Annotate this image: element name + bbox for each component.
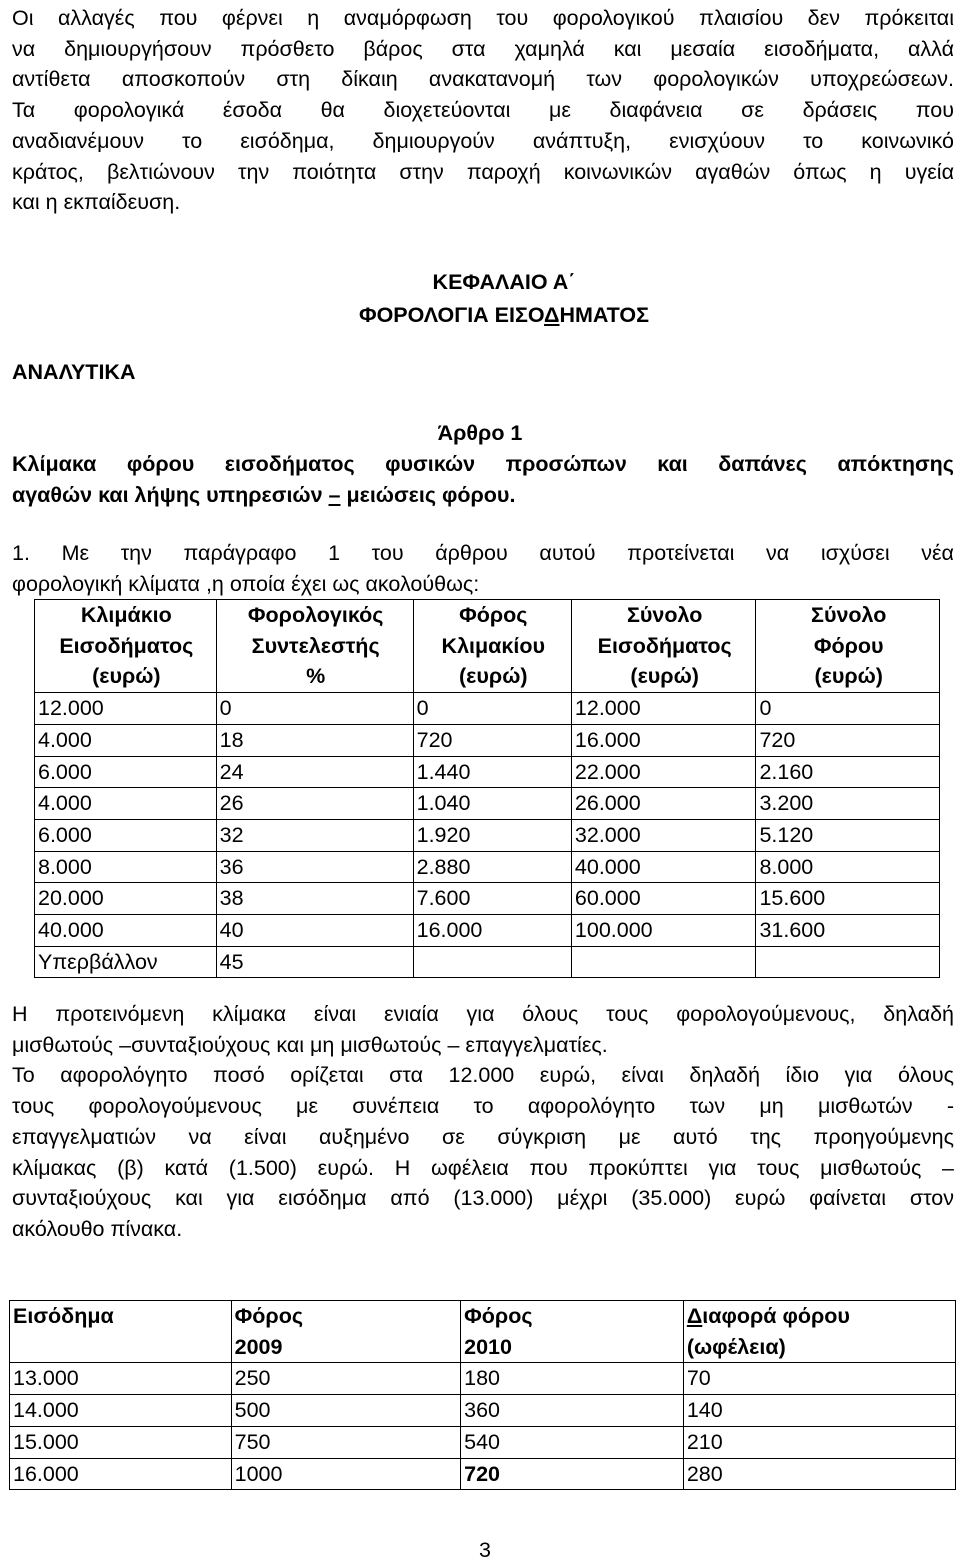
table-header-cell (756, 600, 940, 693)
table-header-cell (10, 1301, 232, 1363)
header-line: Φόρος (464, 1304, 533, 1328)
header-line: % (306, 664, 326, 689)
table-cell (756, 946, 940, 978)
table-cell: 180 (461, 1363, 684, 1395)
table-cell: 720 (413, 724, 571, 756)
table-cell: 500 (231, 1395, 461, 1427)
table-cell: 12.000 (35, 693, 217, 725)
header-line: Σύνολο (627, 603, 703, 627)
table-cell: 540 (461, 1426, 684, 1458)
table-header-cell (683, 1301, 955, 1363)
intro-line: Οι αλλαγές που φέρνει η αναμόρφωση του φορολογικού πλαισίου δεν πρόκειται (12, 6, 954, 30)
table-row (35, 915, 940, 947)
table-cell: 32 (216, 819, 413, 851)
paragraph-line: φορολογική κλίματα ,η οποία έχει ως ακολούθως: (12, 571, 480, 596)
table-cell: 8.000 (756, 851, 940, 883)
intro-line: να δημιουργήσουν πρόσθετο βάρος στα χαμηλά και μεσαία εισοδήματα, αλλά (12, 36, 954, 61)
table-header-row (10, 1301, 956, 1363)
page-number: 3 (479, 1538, 491, 1562)
table-cell: 720 (756, 724, 940, 756)
intro-line: και η εκπαίδευση. (12, 190, 181, 215)
table-cell: 40 (216, 915, 413, 947)
paragraph-2 (12, 999, 954, 1245)
paragraph-line: συνταξιούχους και για εισόδημα από (13.000) μέχρι (35.000) ευρώ φαίνεται στον (12, 1186, 954, 1211)
table-cell: 210 (683, 1426, 955, 1458)
table-row (35, 788, 940, 820)
table-cell: 40.000 (35, 915, 217, 947)
header-underlined-letter: Δ (686, 1304, 703, 1328)
table-row (35, 883, 940, 915)
table-cell: 45 (216, 946, 413, 978)
chapter-number: ΚΕΦΑΛΑΙΟ Α΄ (432, 270, 576, 294)
article-title (12, 449, 954, 510)
table-cell: 16.000 (571, 724, 756, 756)
paragraph-line: 1. Με την παράγραφο 1 του άρθρου αυτού προτείνεται να ισχύσει νέα (12, 541, 954, 565)
chapter-title (0, 299, 960, 332)
table-row (35, 693, 940, 725)
table-cell: 0 (216, 693, 413, 725)
table-cell: 6.000 (35, 819, 217, 851)
header-line: (ευρώ) (459, 664, 528, 689)
paragraph-line: κλίμακας (β) κατά (1.500) ευρώ. Η ωφέλεια που προκύπτει για τους μισθωτούς – (12, 1155, 954, 1180)
header-line: (ευρώ) (630, 664, 699, 689)
table-row (10, 1458, 956, 1490)
table-cell: 100.000 (571, 915, 756, 947)
article-title-line (12, 480, 954, 511)
header-line: Κλιμακίου (441, 633, 545, 658)
table-cell: 360 (461, 1395, 684, 1427)
header-line: Συντελεστής (251, 633, 380, 658)
table-cell: 750 (231, 1426, 461, 1458)
tax-comparison-table (9, 1300, 956, 1490)
table-cell: Υπερβάλλον (35, 946, 217, 978)
paragraph-line: μισθωτούς –συνταξιούχους και μη μισθωτούς – επαγγελματίες. (12, 1032, 608, 1057)
header-line: (ευρώ) (92, 664, 161, 689)
paragraph-line: επαγγελματιών να είναι αυξημένο σε σύγκριση με αυτό της προηγούμενης (12, 1124, 954, 1149)
table-cell: 8.000 (35, 851, 217, 883)
header-line: Φόρος (234, 1304, 304, 1328)
table-cell: 0 (756, 693, 940, 725)
table-cell: 36 (216, 851, 413, 883)
table-header-row (35, 600, 940, 693)
header-line: Εισοδήματος (597, 633, 732, 658)
table-cell: 16.000 (413, 915, 571, 947)
article-number: Άρθρο 1 (437, 421, 523, 445)
table-cell: 24 (216, 756, 413, 788)
table-cell: 250 (231, 1363, 461, 1395)
table-cell: 2.160 (756, 756, 940, 788)
table-cell: 14.000 (10, 1395, 232, 1427)
header-rest: ιαφορά φόρου (702, 1304, 850, 1328)
header-line: (ωφέλεια) (686, 1334, 786, 1359)
header-line: 2009 (234, 1334, 283, 1359)
table-cell: 26 (216, 788, 413, 820)
table-cell: 40.000 (571, 851, 756, 883)
table-row (35, 724, 940, 756)
paragraph-line: Το αφορολόγητο ποσό ορίζεται στα 12.000 ευρώ, είναι δηλαδή ίδιο για όλους (12, 1063, 954, 1088)
table-row (35, 819, 940, 851)
header-line: Εισοδήματος (59, 633, 194, 658)
table-cell: 38 (216, 883, 413, 915)
table-cell: 280 (683, 1458, 955, 1490)
intro-line: κράτος, βελτιώνουν την ποιότητα στην παροχή κοινωνικών αγαθών όπως η υγεία (12, 159, 954, 184)
table-cell: 13.000 (10, 1363, 232, 1395)
table-cell: 20.000 (35, 883, 217, 915)
intro-line: αντίθετα αποσκοπούν στη δίκαιη ανακατανομή των φορολογικών υποχρεώσεων. (12, 67, 954, 92)
table-cell: 15.600 (756, 883, 940, 915)
table-cell: 1000 (231, 1458, 461, 1490)
table-cell: 32.000 (571, 819, 756, 851)
section-label: ΑΝΑΛΥΤΙΚΑ (12, 360, 136, 384)
table-row (35, 946, 940, 978)
header-line: Σύνολο (811, 603, 887, 627)
table-header-cell (35, 600, 217, 693)
table-cell: 7.600 (413, 883, 571, 915)
header-line: Φόρος (459, 603, 528, 627)
chapter-heading (0, 266, 960, 332)
table-cell: 140 (683, 1395, 955, 1427)
header-line: Φόρου (813, 633, 884, 658)
table-cell: 12.000 (571, 693, 756, 725)
table-row (10, 1395, 956, 1427)
table-cell: 1.440 (413, 756, 571, 788)
paragraph-line: τους φορολογούμενους με συνέπεια το αφορολόγητο των μη μισθωτών - (12, 1094, 954, 1119)
paragraph-1 (12, 538, 954, 599)
paragraph-line: Η προτεινόμενη κλίμακα είναι ενιαία για όλους τους φορολογούμενους, δηλαδή (12, 1002, 954, 1026)
table-cell: 18 (216, 724, 413, 756)
table-cell: 720 (461, 1458, 684, 1490)
intro-paragraph (12, 3, 954, 218)
table-cell: 15.000 (10, 1426, 232, 1458)
article-title-part: μειώσεις φόρου. (340, 482, 516, 507)
table-cell: 22.000 (571, 756, 756, 788)
header-line: Φορολογικός (247, 603, 384, 627)
table-row (35, 851, 940, 883)
paragraph-line: ακόλουθο πίνακα. (12, 1216, 183, 1241)
chapter-title-underlined: Δ (544, 303, 560, 327)
table-cell (413, 946, 571, 978)
tax-scale-table (34, 599, 940, 978)
table-row (10, 1363, 956, 1395)
table-cell: 4.000 (35, 788, 217, 820)
table-cell: 31.600 (756, 915, 940, 947)
header-line: Κλιμάκιο (80, 603, 172, 627)
chapter-title-part: ΗΜΑΤΟΣ (559, 303, 650, 327)
table-row (35, 756, 940, 788)
table-cell: 60.000 (571, 883, 756, 915)
table-cell: 1.040 (413, 788, 571, 820)
header-line: 2010 (464, 1334, 512, 1359)
table-cell: 6.000 (35, 756, 217, 788)
table-cell: 2.880 (413, 851, 571, 883)
table-header-cell (571, 600, 756, 693)
article-title-line: Κλίμακα φόρου εισοδήματος φυσικών προσώπων και δαπάνες απόκτησης (12, 452, 954, 476)
table-cell: 1.920 (413, 819, 571, 851)
table-cell: 0 (413, 693, 571, 725)
table-cell (571, 946, 756, 978)
intro-line: αναδιανέμουν το εισόδημα, δημιουργούν ανάπτυξη, ενισχύουν το κοινωνικό (12, 128, 954, 153)
article-title-part: αγαθών και λήψης υπηρεσιών (12, 482, 329, 507)
header-line: (ευρώ) (814, 664, 883, 689)
table-header-cell (231, 1301, 461, 1363)
table-row (10, 1426, 956, 1458)
table-header-cell (413, 600, 571, 693)
table-header-cell (216, 600, 413, 693)
table-cell: 26.000 (571, 788, 756, 820)
article-title-dash: – (328, 482, 341, 507)
header-line: Εισόδημα (13, 1304, 114, 1328)
table-cell: 5.120 (756, 819, 940, 851)
table-cell: 70 (683, 1363, 955, 1395)
header-line (687, 1301, 955, 1332)
chapter-title-part: ΦΟΡΟΛΟΓΙΑ ΕΙΣΟ (358, 303, 545, 327)
table-cell: 16.000 (10, 1458, 232, 1490)
table-cell: 3.200 (756, 788, 940, 820)
intro-line: Τα φορολογικά έσοδα θα διοχετεύονται με διαφάνεια σε δράσεις που (12, 98, 954, 123)
table-cell: 4.000 (35, 724, 217, 756)
table-header-cell (461, 1301, 684, 1363)
